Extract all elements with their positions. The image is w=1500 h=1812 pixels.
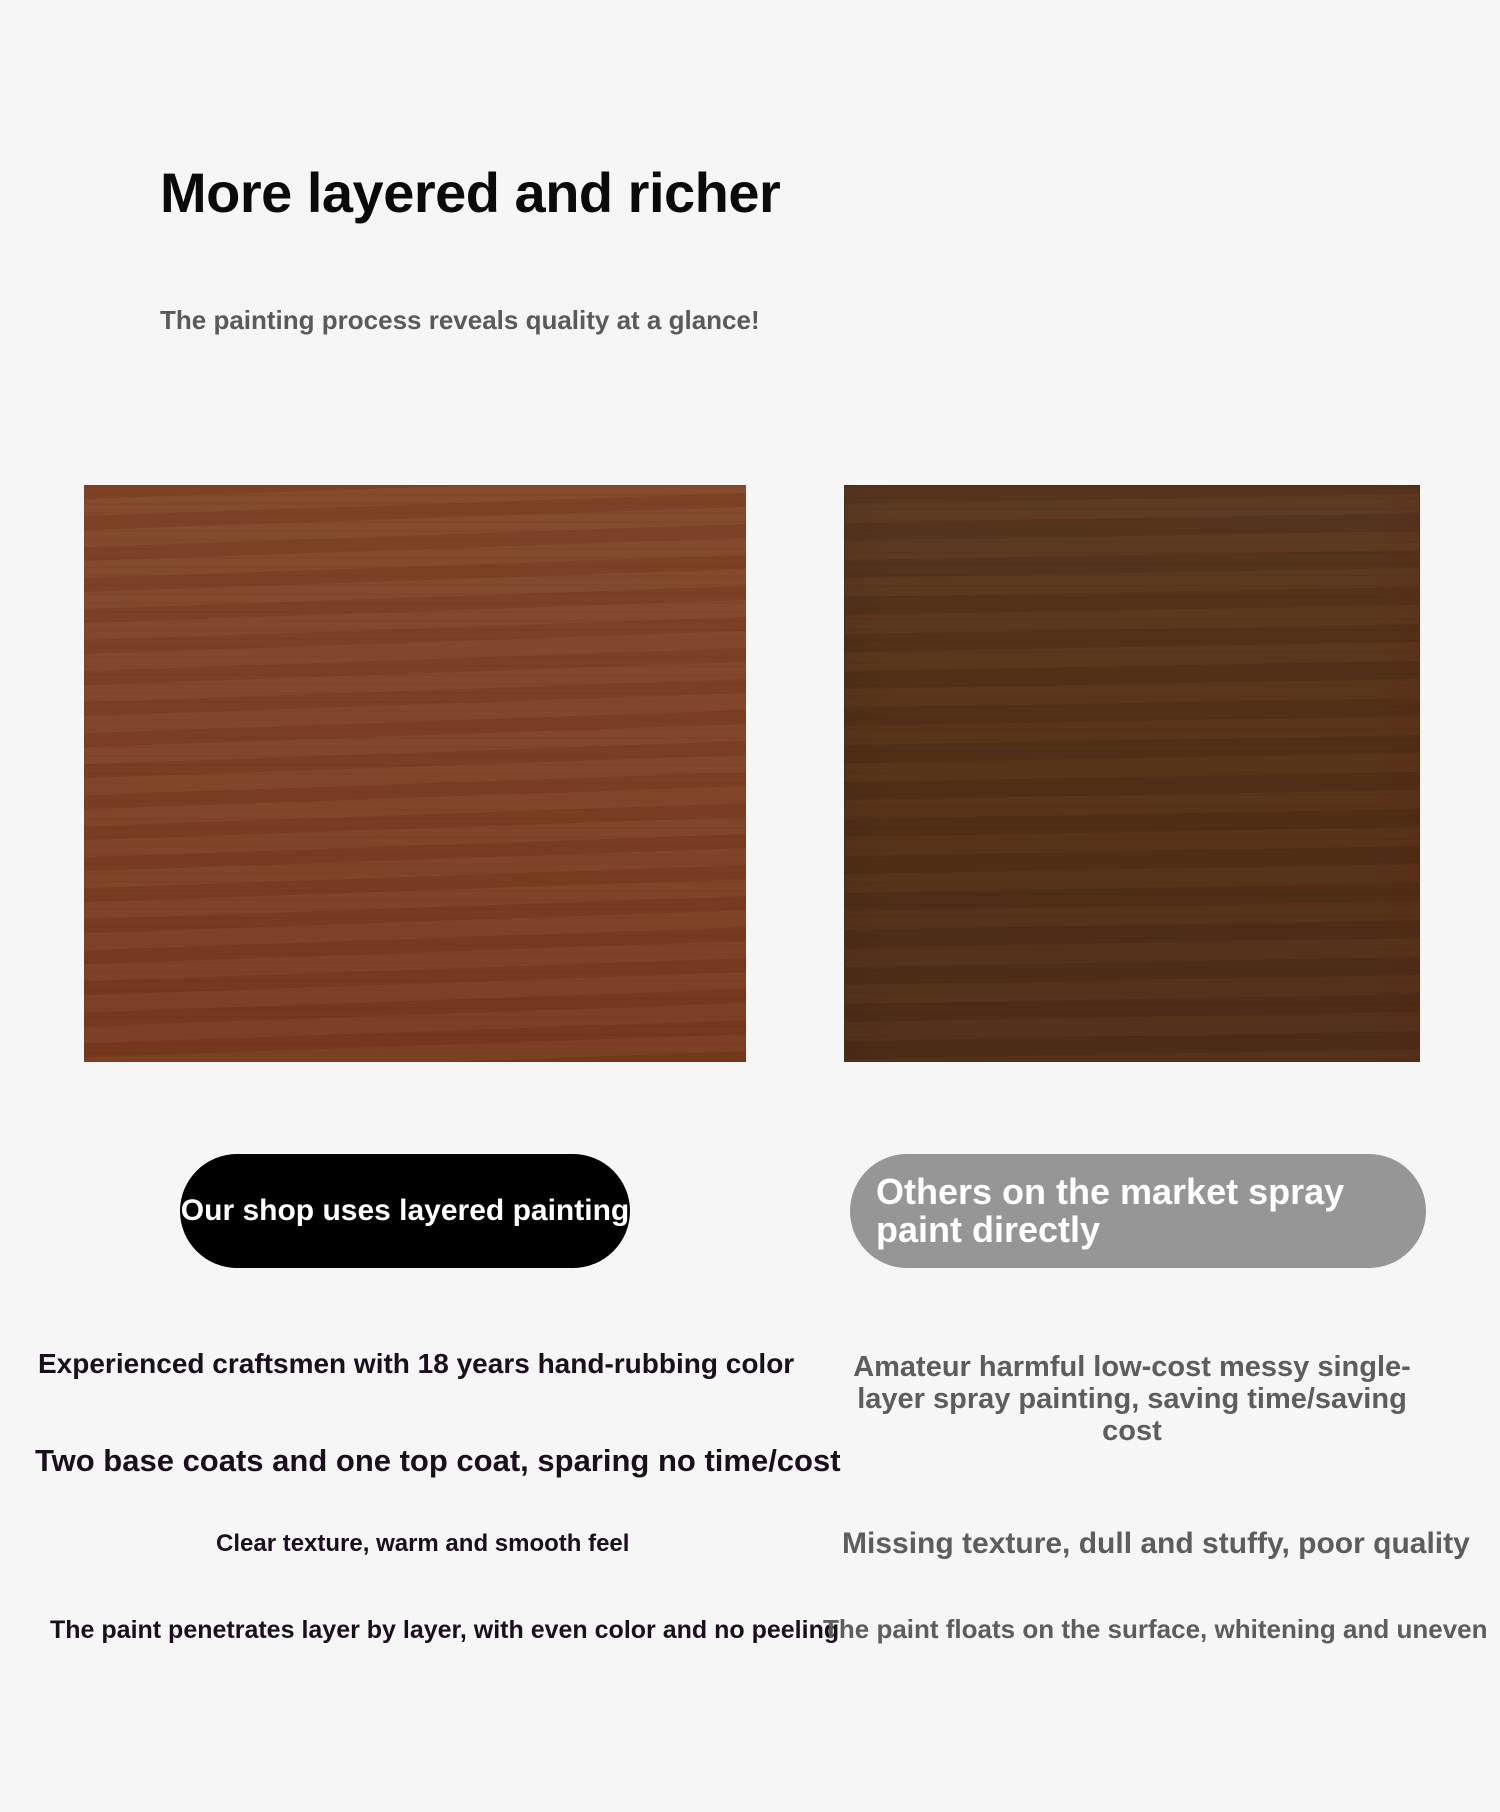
page-title: More layered and richer (160, 161, 781, 224)
others-label-text: Others on the market spray paint directly (876, 1171, 1345, 1250)
others-feature-1: Amateur harmful low-cost messy single-layer spray painting, saving time/saving cost (853, 1351, 1411, 1447)
layered-paint-sample-image (84, 485, 746, 1062)
page-subtitle: The painting process reveals quality at a glance! (160, 305, 760, 335)
others-feature-3: The paint floats on the surface, whitening and uneven (823, 1614, 1488, 1644)
spray-paint-sample-image (844, 485, 1420, 1062)
ours-label-text: Our shop uses layered painting (180, 1194, 630, 1227)
others-feature-2: Missing texture, dull and stuffy, poor quality (842, 1527, 1470, 1560)
ours-label-badge (180, 1154, 630, 1268)
ours-feature-1: Experienced craftsmen with 18 years hand-rubbing color (38, 1348, 795, 1379)
others-label-badge (850, 1154, 1426, 1268)
ours-feature-2: Two base coats and one top coat, sparing no time/cost (35, 1443, 841, 1478)
ours-feature-3: Clear texture, warm and smooth feel (216, 1530, 630, 1557)
ours-feature-4: The paint penetrates layer by layer, with even color and no peeling (50, 1616, 840, 1644)
